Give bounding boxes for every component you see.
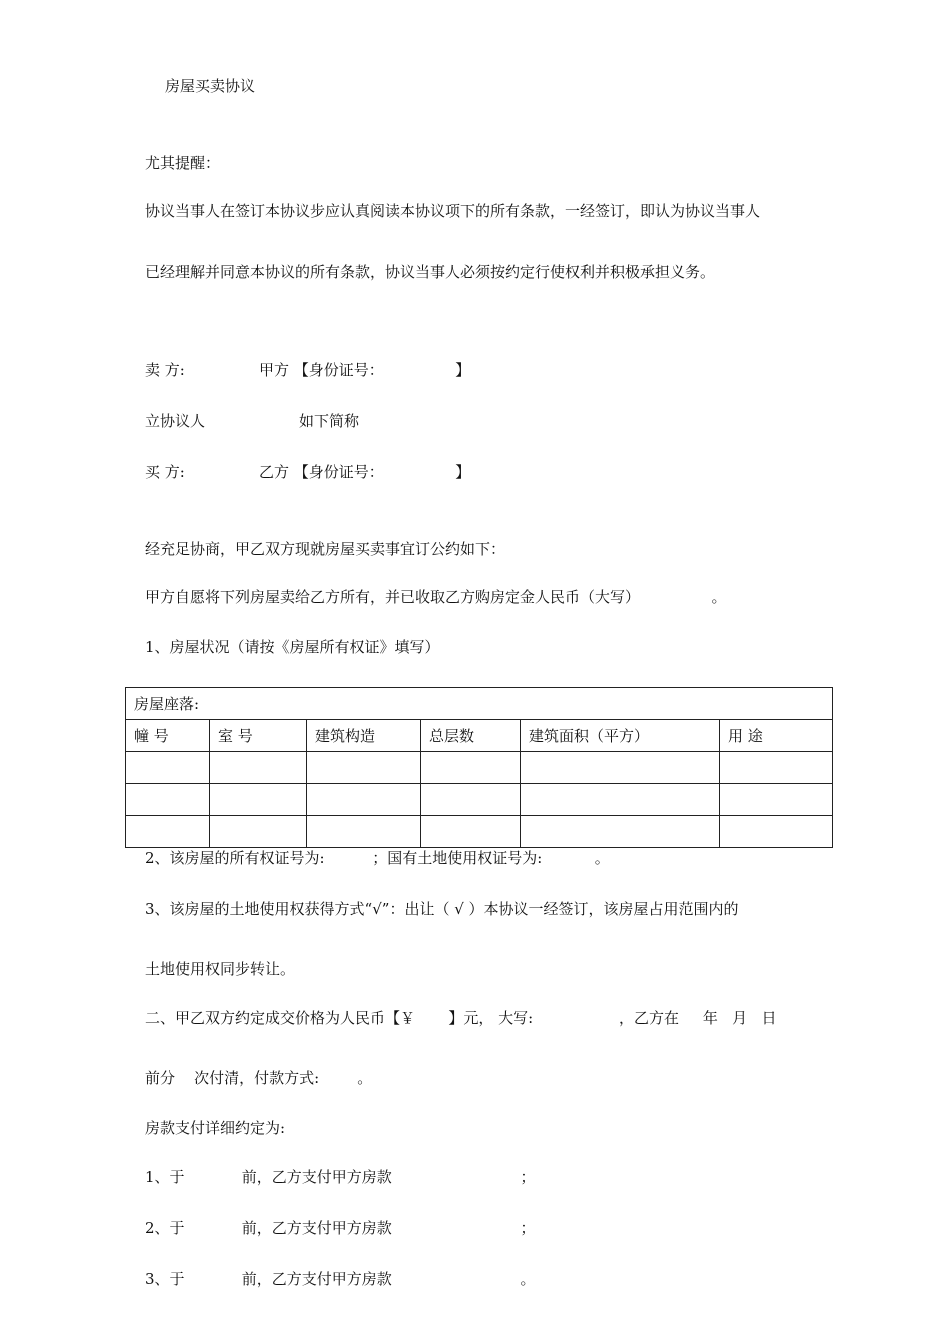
notice-line-2: 已经理解并同意本协议的所有条款，协议当事人必须按约定行使权利并积极承担义务。 bbox=[145, 263, 716, 281]
table-cell bbox=[421, 752, 521, 784]
table-cell bbox=[521, 752, 720, 784]
table-cell bbox=[126, 784, 210, 816]
header-cell: 室 号 bbox=[210, 720, 307, 752]
price-line-1: 二、甲乙双方约定成交价格为人民币【￥ 】元， 大写: ，乙方在 年 月 日 bbox=[145, 1009, 777, 1027]
page-title: 房屋买卖协议 bbox=[165, 77, 256, 95]
table-header-row bbox=[126, 720, 833, 752]
payment-item-3: 3、于 前，乙方支付甲方房款 。 bbox=[145, 1270, 536, 1288]
table-cell bbox=[210, 752, 307, 784]
table-cell bbox=[126, 752, 210, 784]
header-cell: 用 途 bbox=[720, 720, 833, 752]
clause-3-line-2: 土地使用权同步转让。 bbox=[145, 960, 296, 978]
clause-3-line-1: 3、该房屋的土地使用权获得方式“√”：出让（ √ ）本协议一经签订，该房屋占用范围内的 bbox=[145, 900, 739, 918]
buyer-id-field: 乙方 【身份证号： 】 bbox=[259, 463, 471, 481]
table-cell bbox=[421, 784, 521, 816]
price-line-2: 前分 次付清，付款方式: 。 bbox=[145, 1069, 373, 1087]
header-cell: 建筑面积（平方） bbox=[521, 720, 720, 752]
table-row bbox=[126, 784, 833, 816]
table-cell bbox=[720, 816, 833, 848]
intro-line-2: 甲方自愿将下列房屋卖给乙方所有，并已收取乙方购房定金人民币（大写） 。 bbox=[145, 588, 727, 606]
table-cell bbox=[210, 816, 307, 848]
payment-heading: 房款支付详细约定为: bbox=[145, 1119, 286, 1137]
table-cell bbox=[421, 816, 521, 848]
header-cell: 建筑构造 bbox=[307, 720, 421, 752]
notice-line-1: 协议当事人在签订本协议步应认真阅读本协议项下的所有条款，一经签订，即认为协议当事人 bbox=[145, 202, 761, 220]
table-cell bbox=[720, 752, 833, 784]
table-cell bbox=[126, 816, 210, 848]
buyer-label: 买 方: bbox=[145, 463, 185, 481]
seller-label: 卖 方: bbox=[145, 361, 185, 379]
header-cell: 总层数 bbox=[421, 720, 521, 752]
seller-id-field: 甲方 【身份证号： 】 bbox=[259, 361, 471, 379]
table-cell bbox=[521, 784, 720, 816]
table-cell bbox=[210, 784, 307, 816]
house-info-table bbox=[125, 687, 833, 848]
table-cell bbox=[307, 816, 421, 848]
intro-line-1: 经充足协商，甲乙双方现就房屋买卖事宜订公约如下： bbox=[145, 540, 506, 558]
signer-value: 如下简称 bbox=[299, 412, 360, 430]
table-row bbox=[126, 752, 833, 784]
location-cell: 房屋座落: bbox=[126, 688, 833, 720]
table-row bbox=[126, 816, 833, 848]
table-cell bbox=[307, 752, 421, 784]
payment-item-2: 2、于 前，乙方支付甲方房款 ； bbox=[145, 1219, 536, 1237]
table-cell bbox=[521, 816, 720, 848]
signer-label: 立协议人 bbox=[145, 412, 206, 430]
table-cell bbox=[720, 784, 833, 816]
table-row bbox=[126, 688, 833, 720]
clause-2: 2、该房屋的所有权证号为: ；国有土地使用权证号为: 。 bbox=[145, 849, 610, 867]
payment-item-1: 1、于 前，乙方支付甲方房款 ； bbox=[145, 1168, 536, 1186]
item-1-heading: 1、房屋状况（请按《房屋所有权证》填写） bbox=[145, 638, 440, 656]
table-cell bbox=[307, 784, 421, 816]
header-cell: 幢 号 bbox=[126, 720, 210, 752]
notice-heading: 尤其提醒： bbox=[145, 154, 221, 172]
